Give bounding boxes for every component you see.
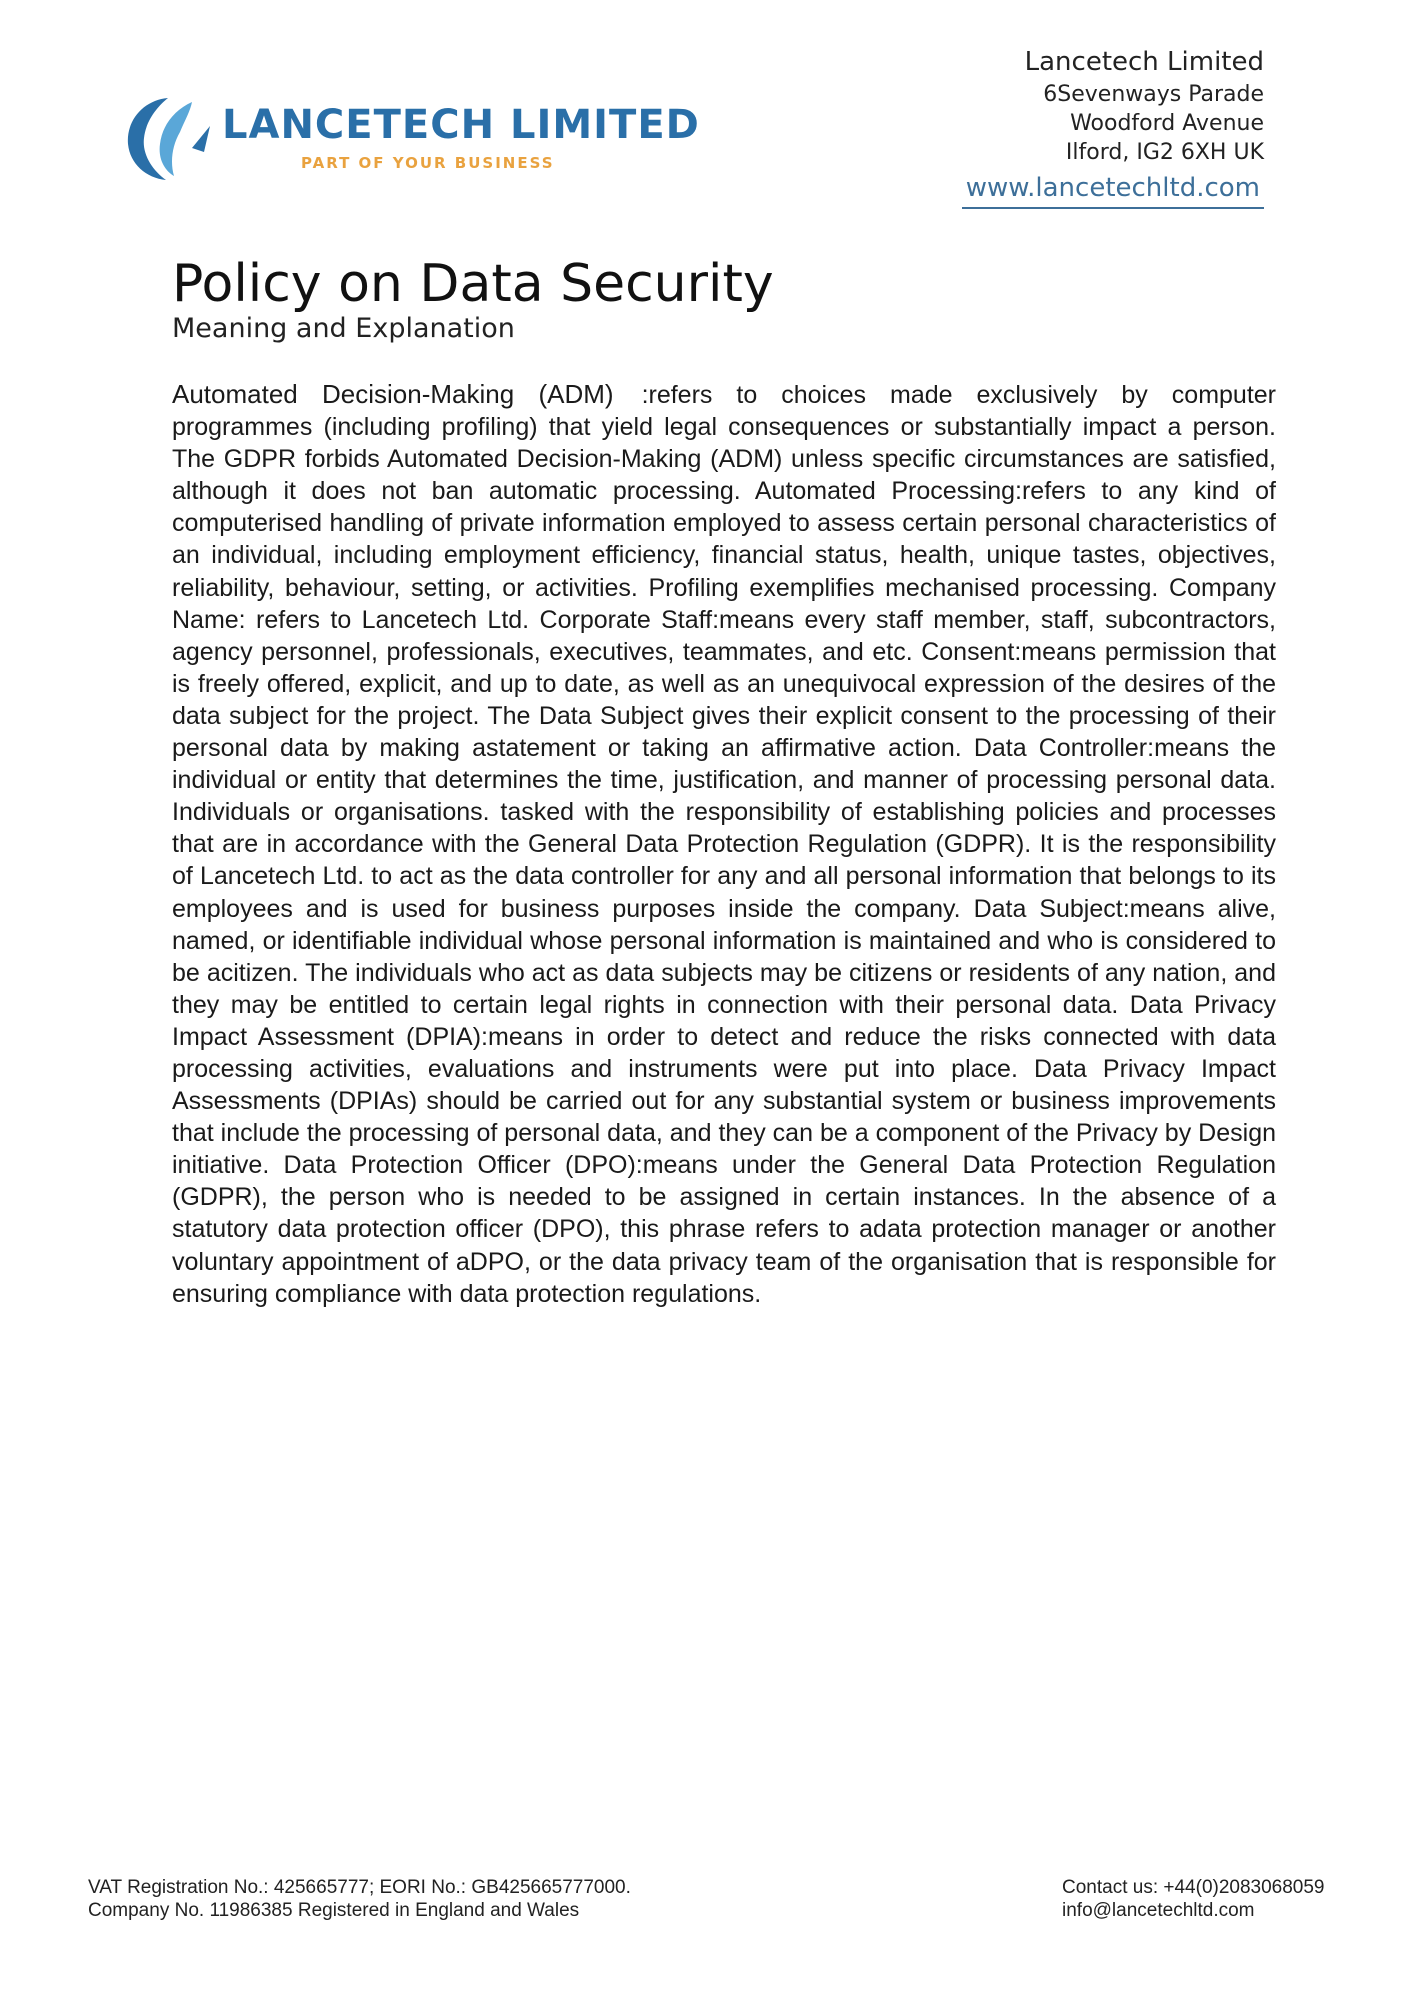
policy-body [172,378,1276,1310]
lancetech-swoosh-icon [122,92,214,182]
website-link[interactable]: www.lancetechltd.com [962,173,1264,209]
address-line: Ilford, IG2 6XH UK [1065,140,1264,165]
address-line: Woodford Avenue [1070,111,1264,136]
logo-title: LANCETECH LIMITED [222,102,700,148]
vat-registration: VAT Registration No.: 425665777; EORI No.: GB425665777000. [88,1877,631,1898]
footer-contact [1062,1876,1325,1922]
contact-email[interactable]: info@lancetechltd.com [1062,1900,1255,1921]
company-address [962,44,1264,209]
company-name: Lancetech Limited [1024,47,1264,77]
logo-tagline: PART OF YOUR BUSINESS [301,154,555,172]
company-number: Company No. 11986385 Registered in England and Wales [88,1900,580,1921]
contact-phone: Contact us: +44(0)2083068059 [1062,1877,1325,1898]
page-subtitle: Meaning and Explanation [172,313,515,344]
body-text: :refers to choices made exclusively by computer programmes (including profiling) that yield legal consequences or substantially impact a person. The GDPR forbids Automated Decision-Making (ADM) unless specific circumstances are satisfied, although it does not ban automatic processing. Automated Processing:refers to any kind of computerised handling of private information employed to assess certain personal characteristics of an individual, including employment efficiency, financial status, health, unique tastes, objectives, reliability, behaviour, setting, or activities. Profiling exemplifies mechanised processing. Company Name: refers to Lancetech Ltd. Corporate Staff:means every staff member, staff, subcontractors, agency personnel, professionals, executives, teammates, and etc. Consent:means permission that is freely offered, explicit, and up to date, as well as an unequivocal expression of the desires of the data subject for the project. The Data Subject gives their explicit consent to the processing of their personal data by making astatement or taking an affirmative action. Data Controller:means the individual or entity that determines the time, justification, and manner of processing personal data. Individuals or organisations. tasked with the responsibility of establishing policies and processes that are in accordance with the General Data Protection Regulation (GDPR). It is the responsibility of Lancetech Ltd. to act as the data controller for any and all personal information that belongs to its employees and is used for business purposes inside the company. Data Subject:means alive, named, or identifiable individual whose personal information is maintained and who is considered to be acitizen. The individuals who act as data subjects may be citizens or residents of any nation, and they may be entitled to certain legal rights in connection with their personal data. Data Privacy Impact Assessment (DPIA):means in order to detect and reduce the risks connected with data processing activities, evaluations and instruments were put into place. Data Privacy Impact Assessments (DPIAs) should be carried out for any substantial system or business improvements that include the processing of personal data, and they can be a component of the Privacy by Design initiative. Data Protection Officer (DPO):means under the General Data Protection Regulation (GDPR), the person who is needed to be assigned in certain instances. In the absence of a statutory data protection officer (DPO), this phrase refers to adata protection manager or another voluntary appointment of aDPO, or the data privacy team of the organisation that is responsible for ensuring compliance with data protection regulations. [172,381,1276,1308]
footer-registration [88,1876,631,1922]
company-logo [122,88,700,188]
address-line: 6Sevenways Parade [1043,82,1264,107]
page-title: Policy on Data Security [172,254,774,314]
lead-term: Automated Decision-Making (ADM) [172,379,614,409]
